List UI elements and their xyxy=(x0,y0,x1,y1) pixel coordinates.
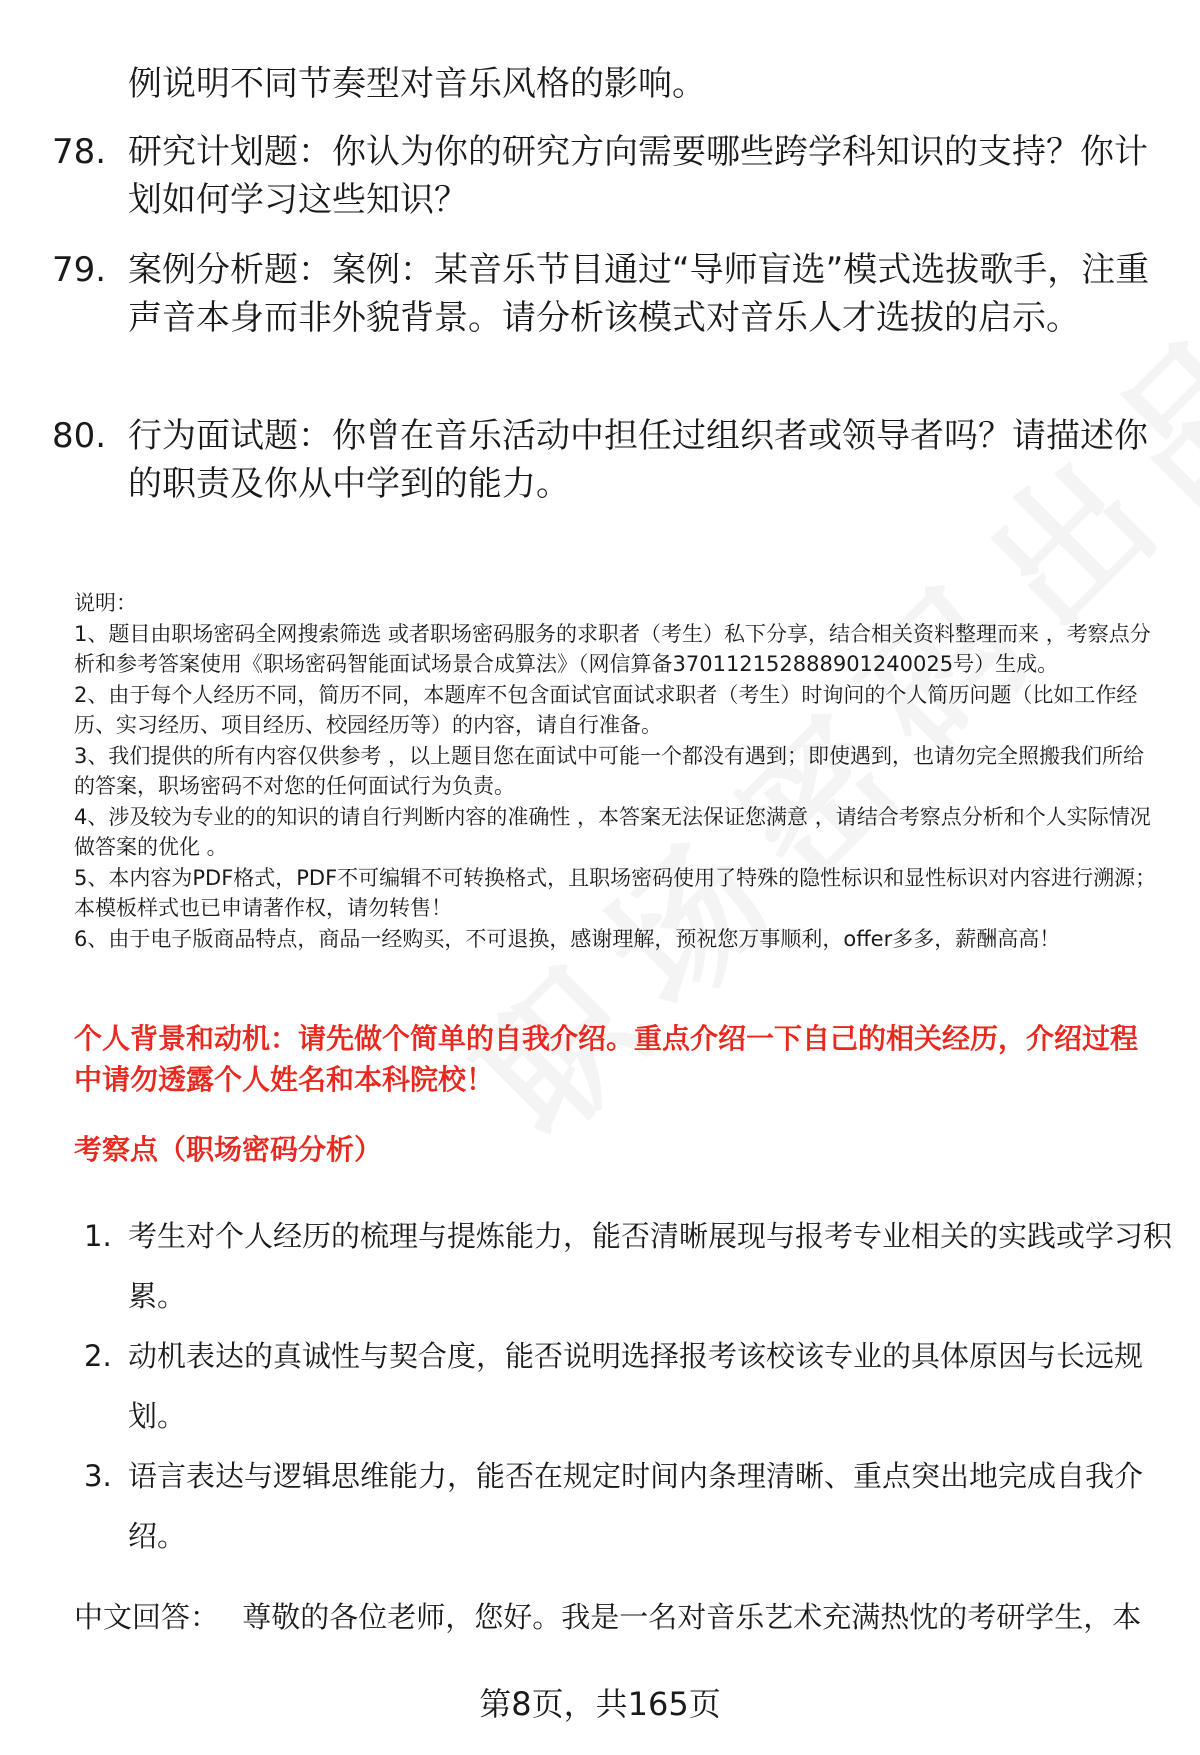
page-number: 第8页，共165页 xyxy=(479,1685,721,1723)
point-text: 动机表达的真诚性与契合度，能否说明选择报考该校该专业的具体原因与长远规划。 xyxy=(128,1339,1144,1433)
question-continuation: 例说明不同节奏型对音乐风格的影响。 xyxy=(128,64,706,104)
question-80 xyxy=(52,412,1152,508)
point-text: 语言表达与逻辑思维能力，能否在规定时间内条理清晰、重点突出地完成自我介绍。 xyxy=(128,1459,1144,1553)
question-number: 79. xyxy=(52,250,107,290)
highlight-question: 个人背景和动机：请先做个简单的自我介绍。重点介绍一下自己的相关经历，介绍过程中请勿透露个人姓名和本科院校！ xyxy=(74,1022,1139,1096)
question-number: 80. xyxy=(52,416,107,456)
list-item xyxy=(84,1326,1174,1446)
note-item: 1、题目由职场密码全网搜索筛选 或者职场密码服务的求职者（考生）私下分享，结合相关资料整理而来 ，考察点分析和参考答案使用《职场密码智能面试场景合成算法》（网信算备370112152888901240025号）生成。 xyxy=(74,621,1151,676)
question-79 xyxy=(52,246,1152,342)
question-number: 78. xyxy=(52,132,107,172)
notes-section xyxy=(74,588,1164,954)
question-text: 案例分析题：案例：某音乐节目通过“导师盲选”模式选拔歌手，注重声音本身而非外貌背景。请分析该模式对音乐人才选拔的启示。 xyxy=(128,250,1150,338)
point-text: 考生对个人经历的梳理与提炼能力，能否清晰展现与报考专业相关的实践或学习积累。 xyxy=(128,1219,1173,1313)
question-text: 行为面试题：你曾在音乐活动中担任过组织者或领导者吗？请描述你的职责及你从中学到的能力。 xyxy=(128,416,1148,504)
list-item xyxy=(84,1446,1174,1566)
note-item: 6、由于电子版商品特点，商品一经购买，不可退换，感谢理解，预祝您万事顺利，offer多多，薪酬高高！ xyxy=(74,926,1061,951)
note-item: 3、我们提供的所有内容仅供参考 ，以上题目您在面试中可能一个都没有遇到；即使遇到，也请勿完全照搬我们所给的答案，职场密码不对您的任何面试行为负责。 xyxy=(74,743,1145,798)
point-number: 1. xyxy=(84,1219,112,1253)
point-number: 2. xyxy=(84,1339,112,1373)
notes-title: 说明： xyxy=(74,591,137,615)
list-item xyxy=(84,1206,1174,1326)
question-text: 研究计划题：你认为你的研究方向需要哪些跨学科知识的支持？你计划如何学习这些知识？ xyxy=(128,132,1148,220)
point-number: 3. xyxy=(84,1459,112,1493)
kaocha-points xyxy=(84,1206,1174,1566)
answer-text: 尊敬的各位老师，您好。我是一名对音乐艺术充满热忱的考研学生，本 xyxy=(242,1600,1142,1634)
note-item: 4、涉及较为专业的的知识的请自行判断内容的准确性 ，本答案无法保证您满意 ，请结合考察点分析和个人实际情况做答案的优化 。 xyxy=(74,804,1151,859)
question-78 xyxy=(52,128,1152,224)
answer-label: 中文回答： xyxy=(74,1600,220,1634)
kaocha-heading: 考察点（职场密码分析） xyxy=(74,1133,383,1166)
note-item: 2、由于每个人经历不同，简历不同，本题库不包含面试官面试求职者（考生）时询问的个人简历问题（比如工作经历、实习经历、项目经历、校园经历等）的内容，请自行准备。 xyxy=(74,682,1138,737)
note-item: 5、本内容为PDF格式，PDF不可编辑不可转换格式，且职场密码使用了特殊的隐性标识和显性标识对内容进行溯源；本模板样式也已申请著作权，请勿转售！ xyxy=(74,865,1157,920)
answer-line xyxy=(74,1597,1184,1637)
